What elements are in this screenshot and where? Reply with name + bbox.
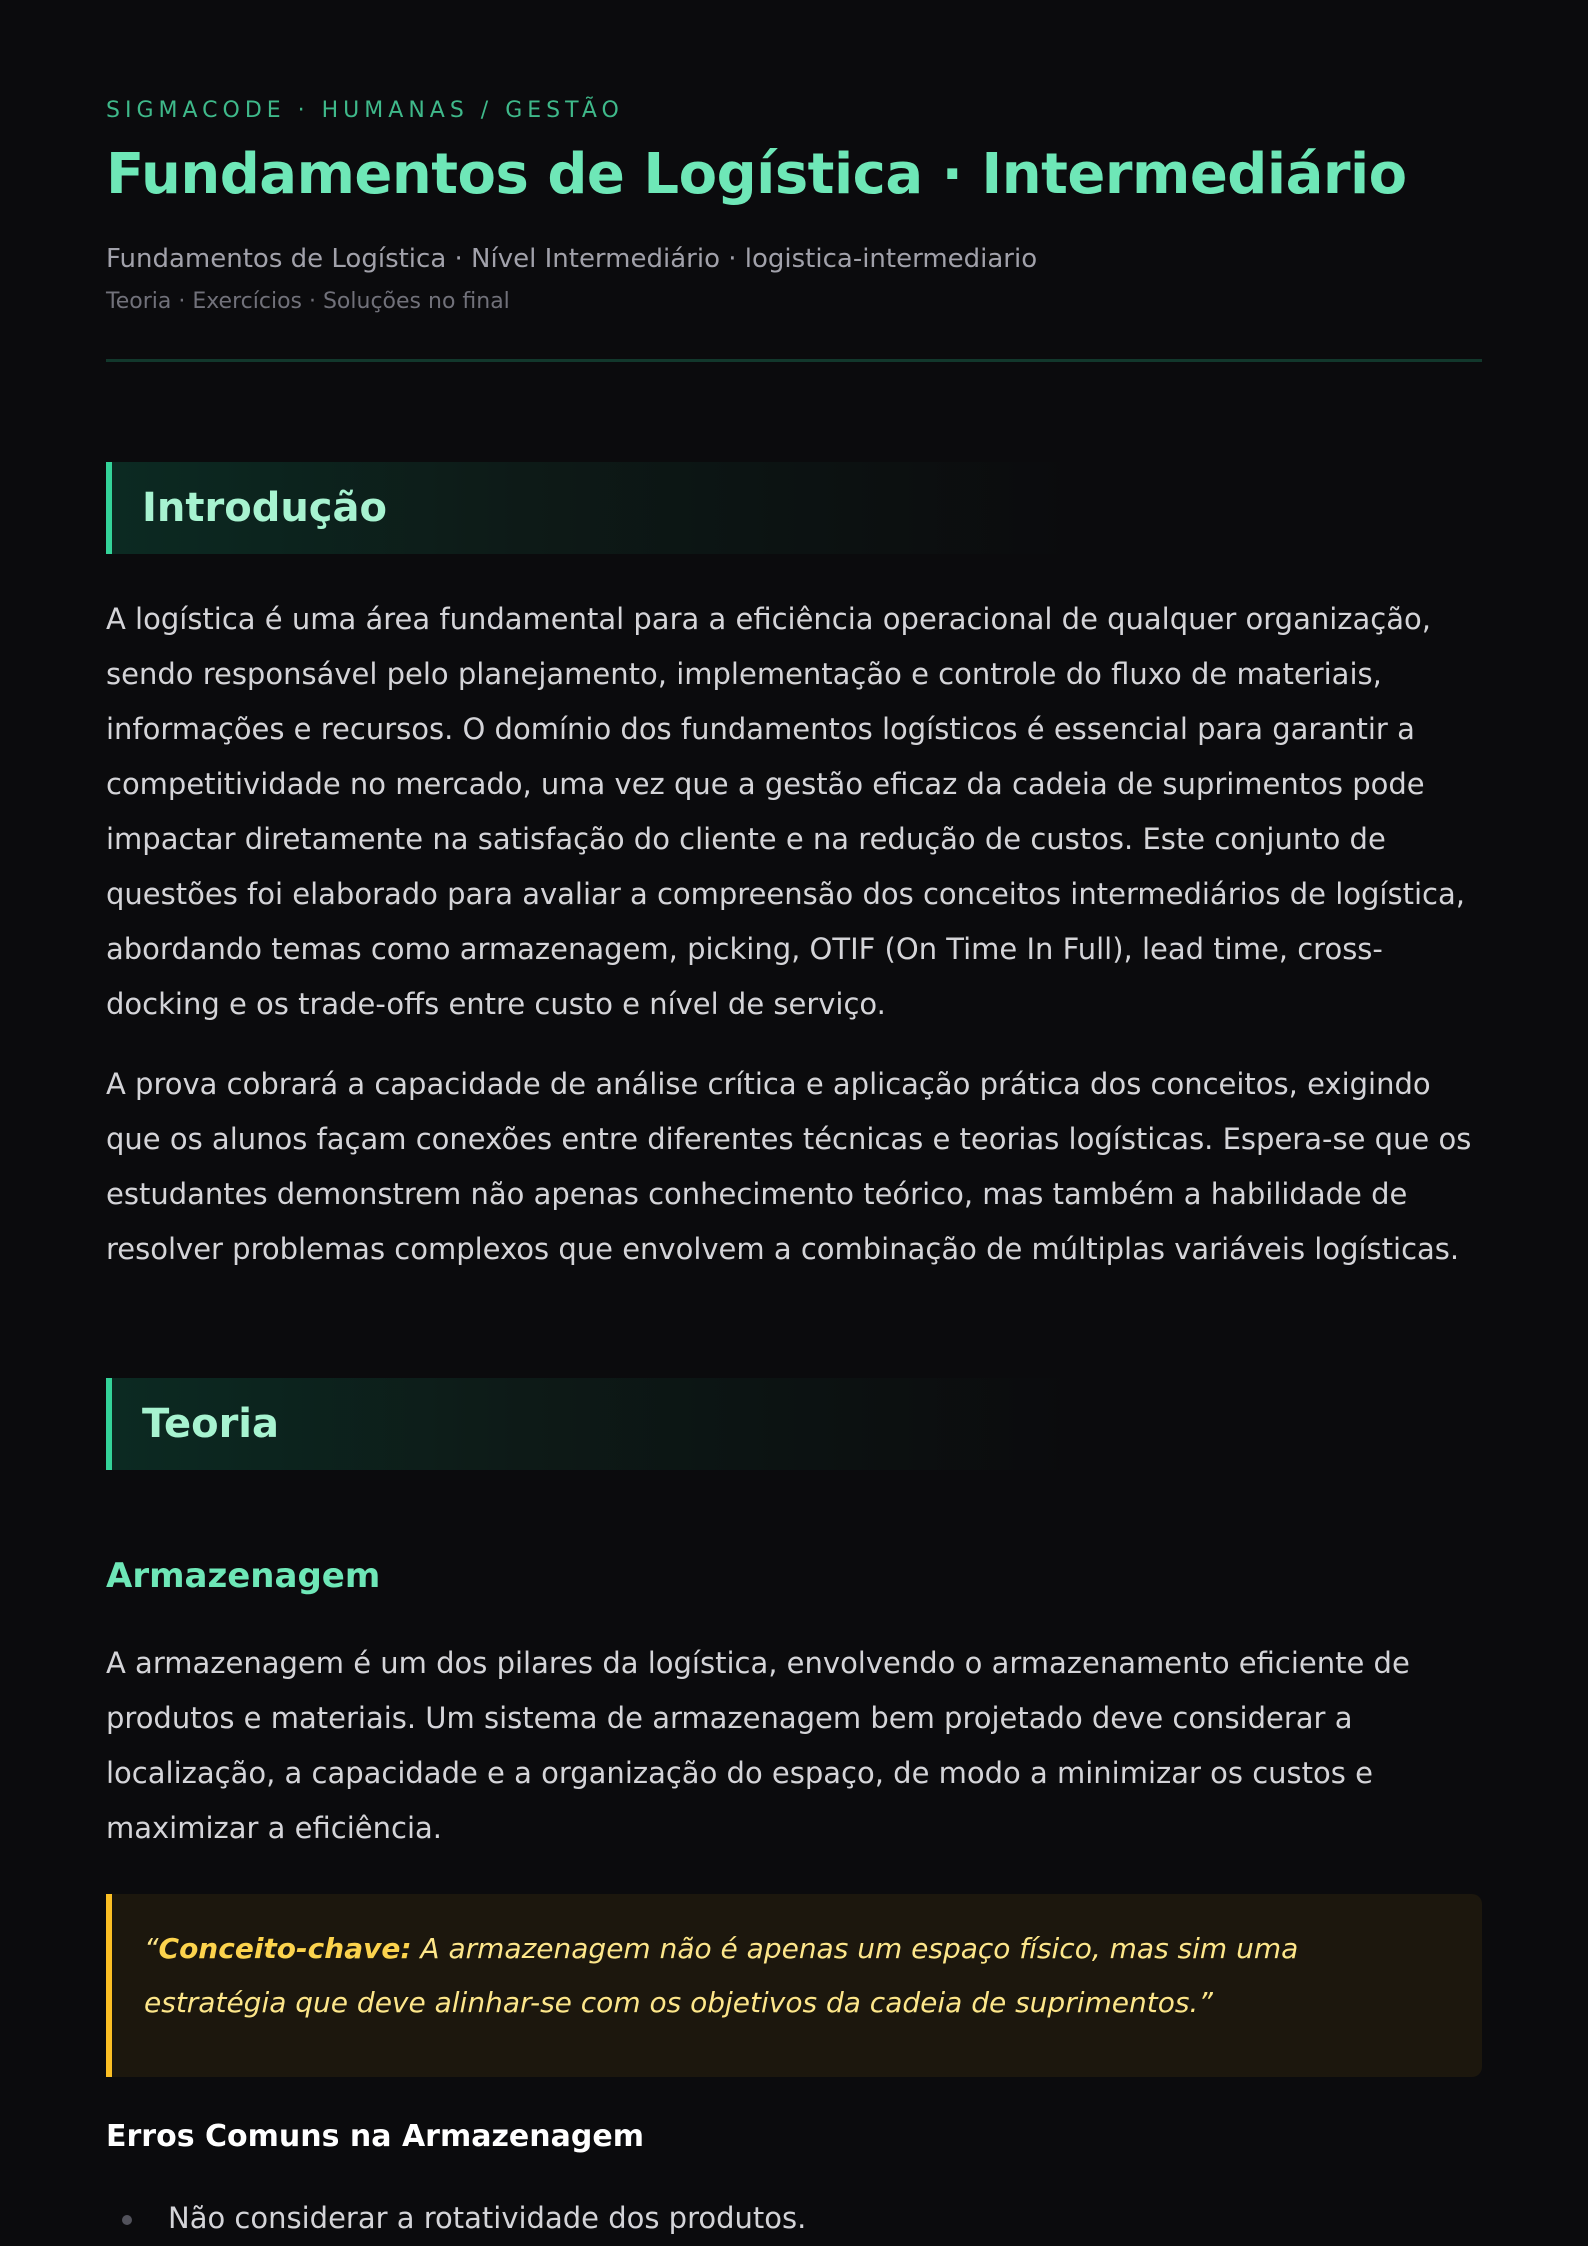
section-header-teoria: [106, 1378, 1482, 1470]
list-item-text: Não considerar a rotatividade dos produtos.: [168, 2201, 807, 2235]
section-title-introducao: Introdução: [142, 485, 387, 531]
intro-paragraph-2: A prova cobrará a capacidade de análise crítica e aplicação prática dos conceitos, exigindo que os alunos façam conexões entre diferentes técnicas e teorias logísticas. Espera-se que os estudantes demonstrem não apenas conhecimento teórico, mas também a habilidade de resolver problemas complexos que envolvem a combinação de múltiplas variáveis logísticas.: [106, 1067, 1472, 1266]
header-divider: [106, 359, 1482, 362]
armazenagem-paragraph: A armazenagem é um dos pilares da logística, envolvendo o armazenamento eficiente de produtos e materiais. Um sistema de armazenagem bem projetado deve considerar a localização, a capacidade e a organização do espaço, de modo a minimizar os custos e maximizar a eficiência.: [106, 1646, 1410, 1845]
errors-list: [106, 2192, 1482, 2244]
breadcrumb: SIGMACODE · HUMANAS / GESTÃO: [106, 98, 624, 123]
page-title: Fundamentos de Logística · Intermediário: [106, 142, 1407, 207]
callout-close-quote: ”: [1198, 1986, 1213, 2019]
errors-list-title: Erros Comuns na Armazenagem: [106, 2119, 644, 2154]
section-header-introducao: [106, 462, 1482, 554]
page-meta: Teoria · Exercícios · Soluções no final: [106, 289, 510, 314]
callout-text: [144, 1922, 1446, 2030]
section-title-teoria: Teoria: [142, 1401, 280, 1447]
callout-open-quote: “: [144, 1932, 159, 1965]
page-subtitle: Fundamentos de Logística · Nível Intermediário · logistica-intermediario: [106, 244, 1038, 274]
subsection-title-armazenagem: Armazenagem: [106, 1556, 381, 1596]
callout-label: Conceito-chave:: [158, 1932, 412, 1965]
callout-body: A armazenagem não é apenas um espaço físico, mas sim uma estratégia que deve alinhar-se com os objetivos da cadeia de suprimentos.: [144, 1932, 1299, 2019]
list-item: [106, 2192, 1482, 2244]
bullet-dot-icon: [122, 2215, 132, 2225]
key-concept-callout: [106, 1894, 1482, 2077]
intro-paragraph-1: A logística é uma área fundamental para a eficiência operacional de qualquer organização, sendo responsável pelo planejamento, implementação e controle do fluxo de materiais, informações e recursos. O domínio dos fundamentos logísticos é essencial para garantir a competitividade no mercado, uma vez que a gestão eficaz da cadeia de suprimentos pode impactar diretamente na satisfação do cliente e na redução de custos. Este conjunto de questões foi elaborado para avaliar a compreensão dos conceitos intermediários de logística, abordando temas como armazenagem, picking, OTIF (On Time In Full), lead time, cross-docking e os trade-offs entre custo e nível de serviço.: [106, 602, 1465, 1021]
